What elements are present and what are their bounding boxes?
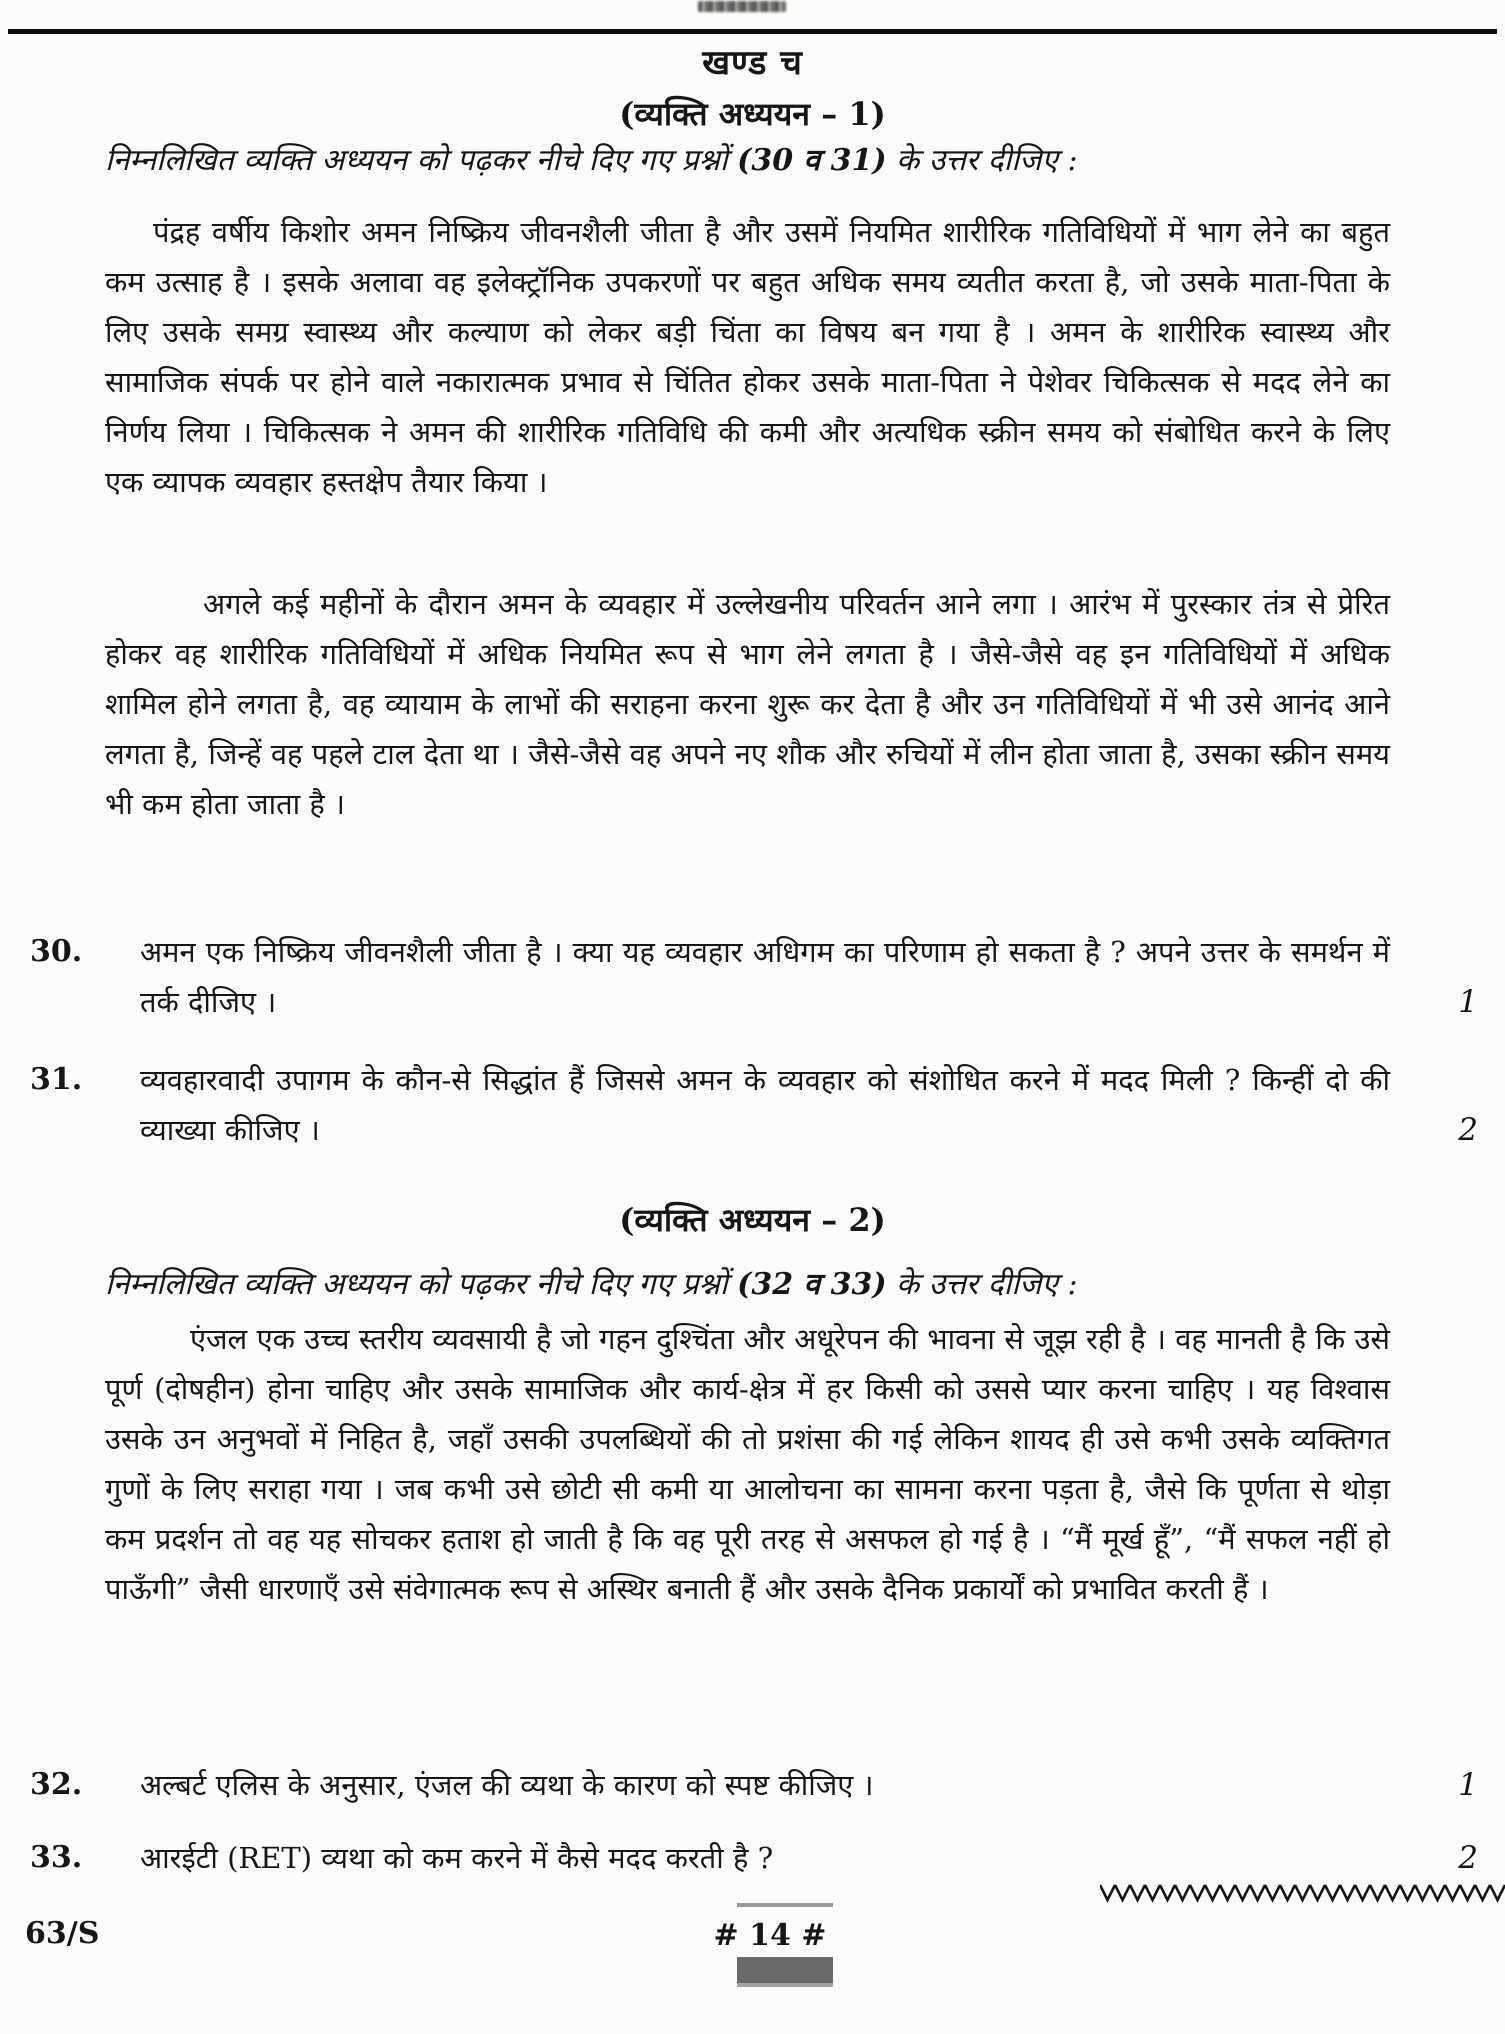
question-row-33: [30, 1833, 1480, 1883]
page-number: # 14 #: [713, 1918, 827, 1953]
marks-value: 2: [1458, 1840, 1478, 1876]
case-study-2-instruction: [105, 1264, 1395, 1306]
instruction-text: निम्नलिखित व्यक्ति अध्ययन को पढ़कर नीचे दिए गए प्रश्नों: [105, 1267, 738, 1302]
marks-value: 1: [1458, 1767, 1478, 1803]
paper-code: 63/S: [25, 1916, 100, 1951]
case-study-1-paragraph-2: अगले कई महीनों के दौरान अमन के व्यवहार में उल्लेखनीय परिवर्तन आने लगा । आरंभ में पुरस्कार तंत्र से प्रेरित होकर वह शारीरिक गतिविधियों में अधिक नियमित रूप से भाग लेने लगता है । जैसे-जैसे वह इन गतिविधियों में अधिक शामिल होने लगता है, वह व्यायाम के लाभों की सराहना करना शुरू कर देता है और उन गतिविधियों में भी उसे आनंद आने लगता है, जिन्हें वह पहले टाल देता था । जैसे-जैसे वह अपने नए शौक और रुचियों में लीन होता जाता है, उसका स्क्रीन समय भी कम होता जाता है ।: [105, 587, 1390, 821]
separator-rule: [8, 29, 1497, 34]
question-text: आरईटी (RET) व्यथा को कम करने में कैसे मदद करती है ?: [140, 1841, 774, 1875]
case-study-1-paragraph-1: पंद्रह वर्षीय किशोर अमन निष्क्रिय जीवनशैली जीता है और उसमें नियमित शारीरिक गतिविधियों में भाग लेने का बहुत कम उत्साह है । इसके अलावा वह इलेक्ट्रॉनिक उपकरणों पर बहुत अधिक समय व्यतीत करता है, जो उसके माता-पिता के लिए उसके समग्र स्वास्थ्य और कल्याण को लेकर बड़ी चिंता का विषय बन गया है । अमन के शारीरिक स्वास्थ्य और सामाजिक संपर्क पर होने वाले नकारात्मक प्रभाव से चिंतित होकर उसके माता-पिता ने पेशेवर चिकित्सक से मदद लेने का निर्णय लिया । चिकित्सक ने अमन की शारीरिक गतिविधि की कमी और अत्यधिक स्क्रीन समय को संबोधित करने के लिए एक व्यापक व्यवहार हस्तक्षेप तैयार किया ।: [105, 215, 1390, 499]
instruction-text-end: के उत्तर दीजिए :: [886, 1267, 1078, 1302]
zigzag-line: [1100, 1881, 1505, 1905]
question-text: अल्बर्ट एलिस के अनुसार, एंजल की व्यथा के कारण को स्पष्ट कीजिए ।: [140, 1768, 874, 1802]
instruction-text-end: के उत्तर दीजिए :: [886, 143, 1078, 178]
case-study-1-instruction: [105, 140, 1395, 182]
section-heading: खण्ड च: [702, 43, 803, 83]
marks-value: 2: [1458, 1112, 1478, 1148]
marks-value: 1: [1458, 984, 1478, 1020]
case-study-2-paragraph-1: एंजल एक उच्च स्तरीय व्यवसायी है जो गहन दुश्चिंता और अधूरेपन की भावना से जूझ रही है । वह मानती है कि उसे पूर्ण (दोषहीन) होना चाहिए और उसके सामाजिक और कार्य-क्षेत्र में हर किसी को उससे प्यार करना चाहिए । यह विश्वास उसके उन अनुभवों में निहित है, जहाँ उसकी उपलब्धियों की तो प्रशंसा की गई लेकिन शायद ही उसे कभी उसके व्यक्तिगत गुणों के लिए सराहा गया । जब कभी उसे छोटी सी कमी या आलोचना का सामना करना पड़ता है, जैसे कि पूर्णता से थोड़ा कम प्रदर्शन तो वह यह सोचकर हताश हो जाती है कि वह पूरी तरह से असफल हो गई है । “मैं मूर्ख हूँ”, “मैं सफल नहीं हो पाऊँगी” जैसी धारणाएँ उसे संवेगात्मक रूप से अस्थिर बनाती हैं और उसके दैनिक प्रकार्यों को प्रभावित करती हैं ।: [105, 1322, 1390, 1606]
question-row-31: [30, 1055, 1480, 1155]
instruction-text: निम्नलिखित व्यक्ति अध्ययन को पढ़कर नीचे दिए गए प्रश्नों: [105, 143, 738, 178]
case-study-1-title: (व्यक्ति अध्ययन – 1): [619, 95, 886, 133]
question-range: (30 व 31): [737, 143, 887, 178]
question-number: 32.: [30, 1767, 83, 1802]
question-number: 31.: [30, 1062, 83, 1097]
question-text: अमन एक निष्क्रिय जीवनशैली जीता है । क्या यह व्यवहार अधिगम का परिणाम हो सकता है ? अपने उत्तर के समर्थन में तर्क दीजिए ।: [140, 935, 1390, 1019]
question-row-30: [30, 927, 1480, 1027]
question-range: (32 व 33): [737, 1267, 887, 1302]
top-illegible-mark: [698, 1, 786, 12]
question-number: 33.: [30, 1840, 83, 1875]
footer-grey-line: [737, 1903, 833, 1907]
question-text: व्यवहारवादी उपागम के कौन-से सिद्धांत हैं जिससे अमन के व्यवहार को संशोधित करने में मदद मिली ? किन्हीं दो की व्याख्या कीजिए ।: [140, 1063, 1390, 1147]
question-row-32: [30, 1760, 1480, 1810]
question-number: 30.: [30, 934, 83, 969]
grey-redaction-box: [737, 1957, 833, 1987]
case-study-2-title: (व्यक्ति अध्ययन – 2): [619, 1201, 886, 1239]
